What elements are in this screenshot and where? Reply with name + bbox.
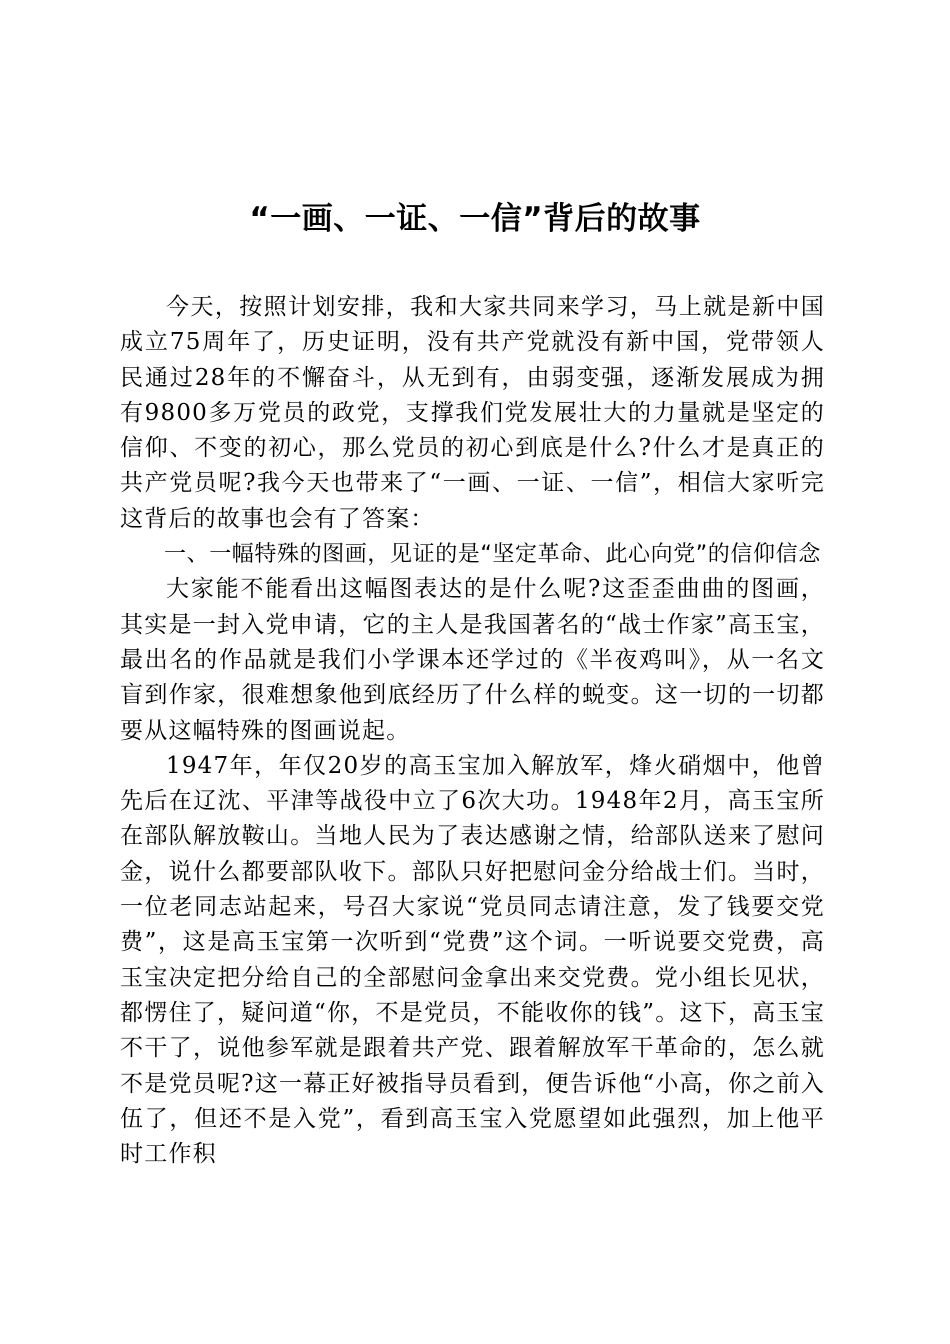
section-1-paragraph-1: 大家能不能看出这幅图表达的是什么呢?这歪歪曲曲的图画，其实是一封入党申请，它的主人是我国著名的“战士作家”高玉宝，最出名的作品就是我们小学课本还学过的《半夜鸡叫》，从一名文盲到作家，很难想象他到底经历了什么样的蜕变。这一切的一切都要从这幅特殊的图画说起。 bbox=[120, 576, 825, 744]
section-1-paragraph-2: 1947年，年仅20岁的高玉宝加入解放军，烽火硝烟中，他曾先后在辽沈、平津等战役中立了6次大功。1948年2月，高玉宝所在部队解放鞍山。当地人民为了表达感谢之情，给部队送来了慰问金，说什么都要部队收下。部队只好把慰问金分给战士们。当时，一位老同志站起来，号召大家说“党员同志请注意，发了钱要交党费”，这是高玉宝第一次听到“党费”这个词。一听说要交党费，高玉宝决定把分给自己的全部慰问金拿出来交党费。党小组长见状，都愣住了，疑问道“你，不是党员，不能收你的钱”。这下，高玉宝不干了，说他参军就是跟着共产党、跟着解放军干革命的，怎么就不是党员呢?这一幕正好被指导员看到，便告诉他“小高，你之前入伍了，但还不是入党”，看到高玉宝入党愿望如此强烈，加上他平时工作积 bbox=[120, 752, 825, 1168]
intro-paragraph: 今天，按照计划安排，我和大家共同来学习，马上就是新中国成立75周年了，历史证明，没有共产党就没有新中国，党带领人民通过28年的不懈奋斗，从无到有，由弱变强，逐渐发展成为拥有9800多万党员的政党，支撑我们党发展壮大的力量就是坚定的信仰、不变的初心，那么党员的初心到底是什么?什么才是真正的共产党员呢?我今天也带来了“一画、一证、一信”，相信大家听完这背后的故事也会有了答案： bbox=[120, 294, 825, 532]
document-title: “一画、一证、一信”背后的故事 bbox=[249, 201, 701, 237]
section-1-heading: 一、一幅特殊的图画，见证的是“坚定革命、此心向党”的信仰信念 bbox=[164, 542, 821, 568]
document-body bbox=[120, 290, 825, 1172]
